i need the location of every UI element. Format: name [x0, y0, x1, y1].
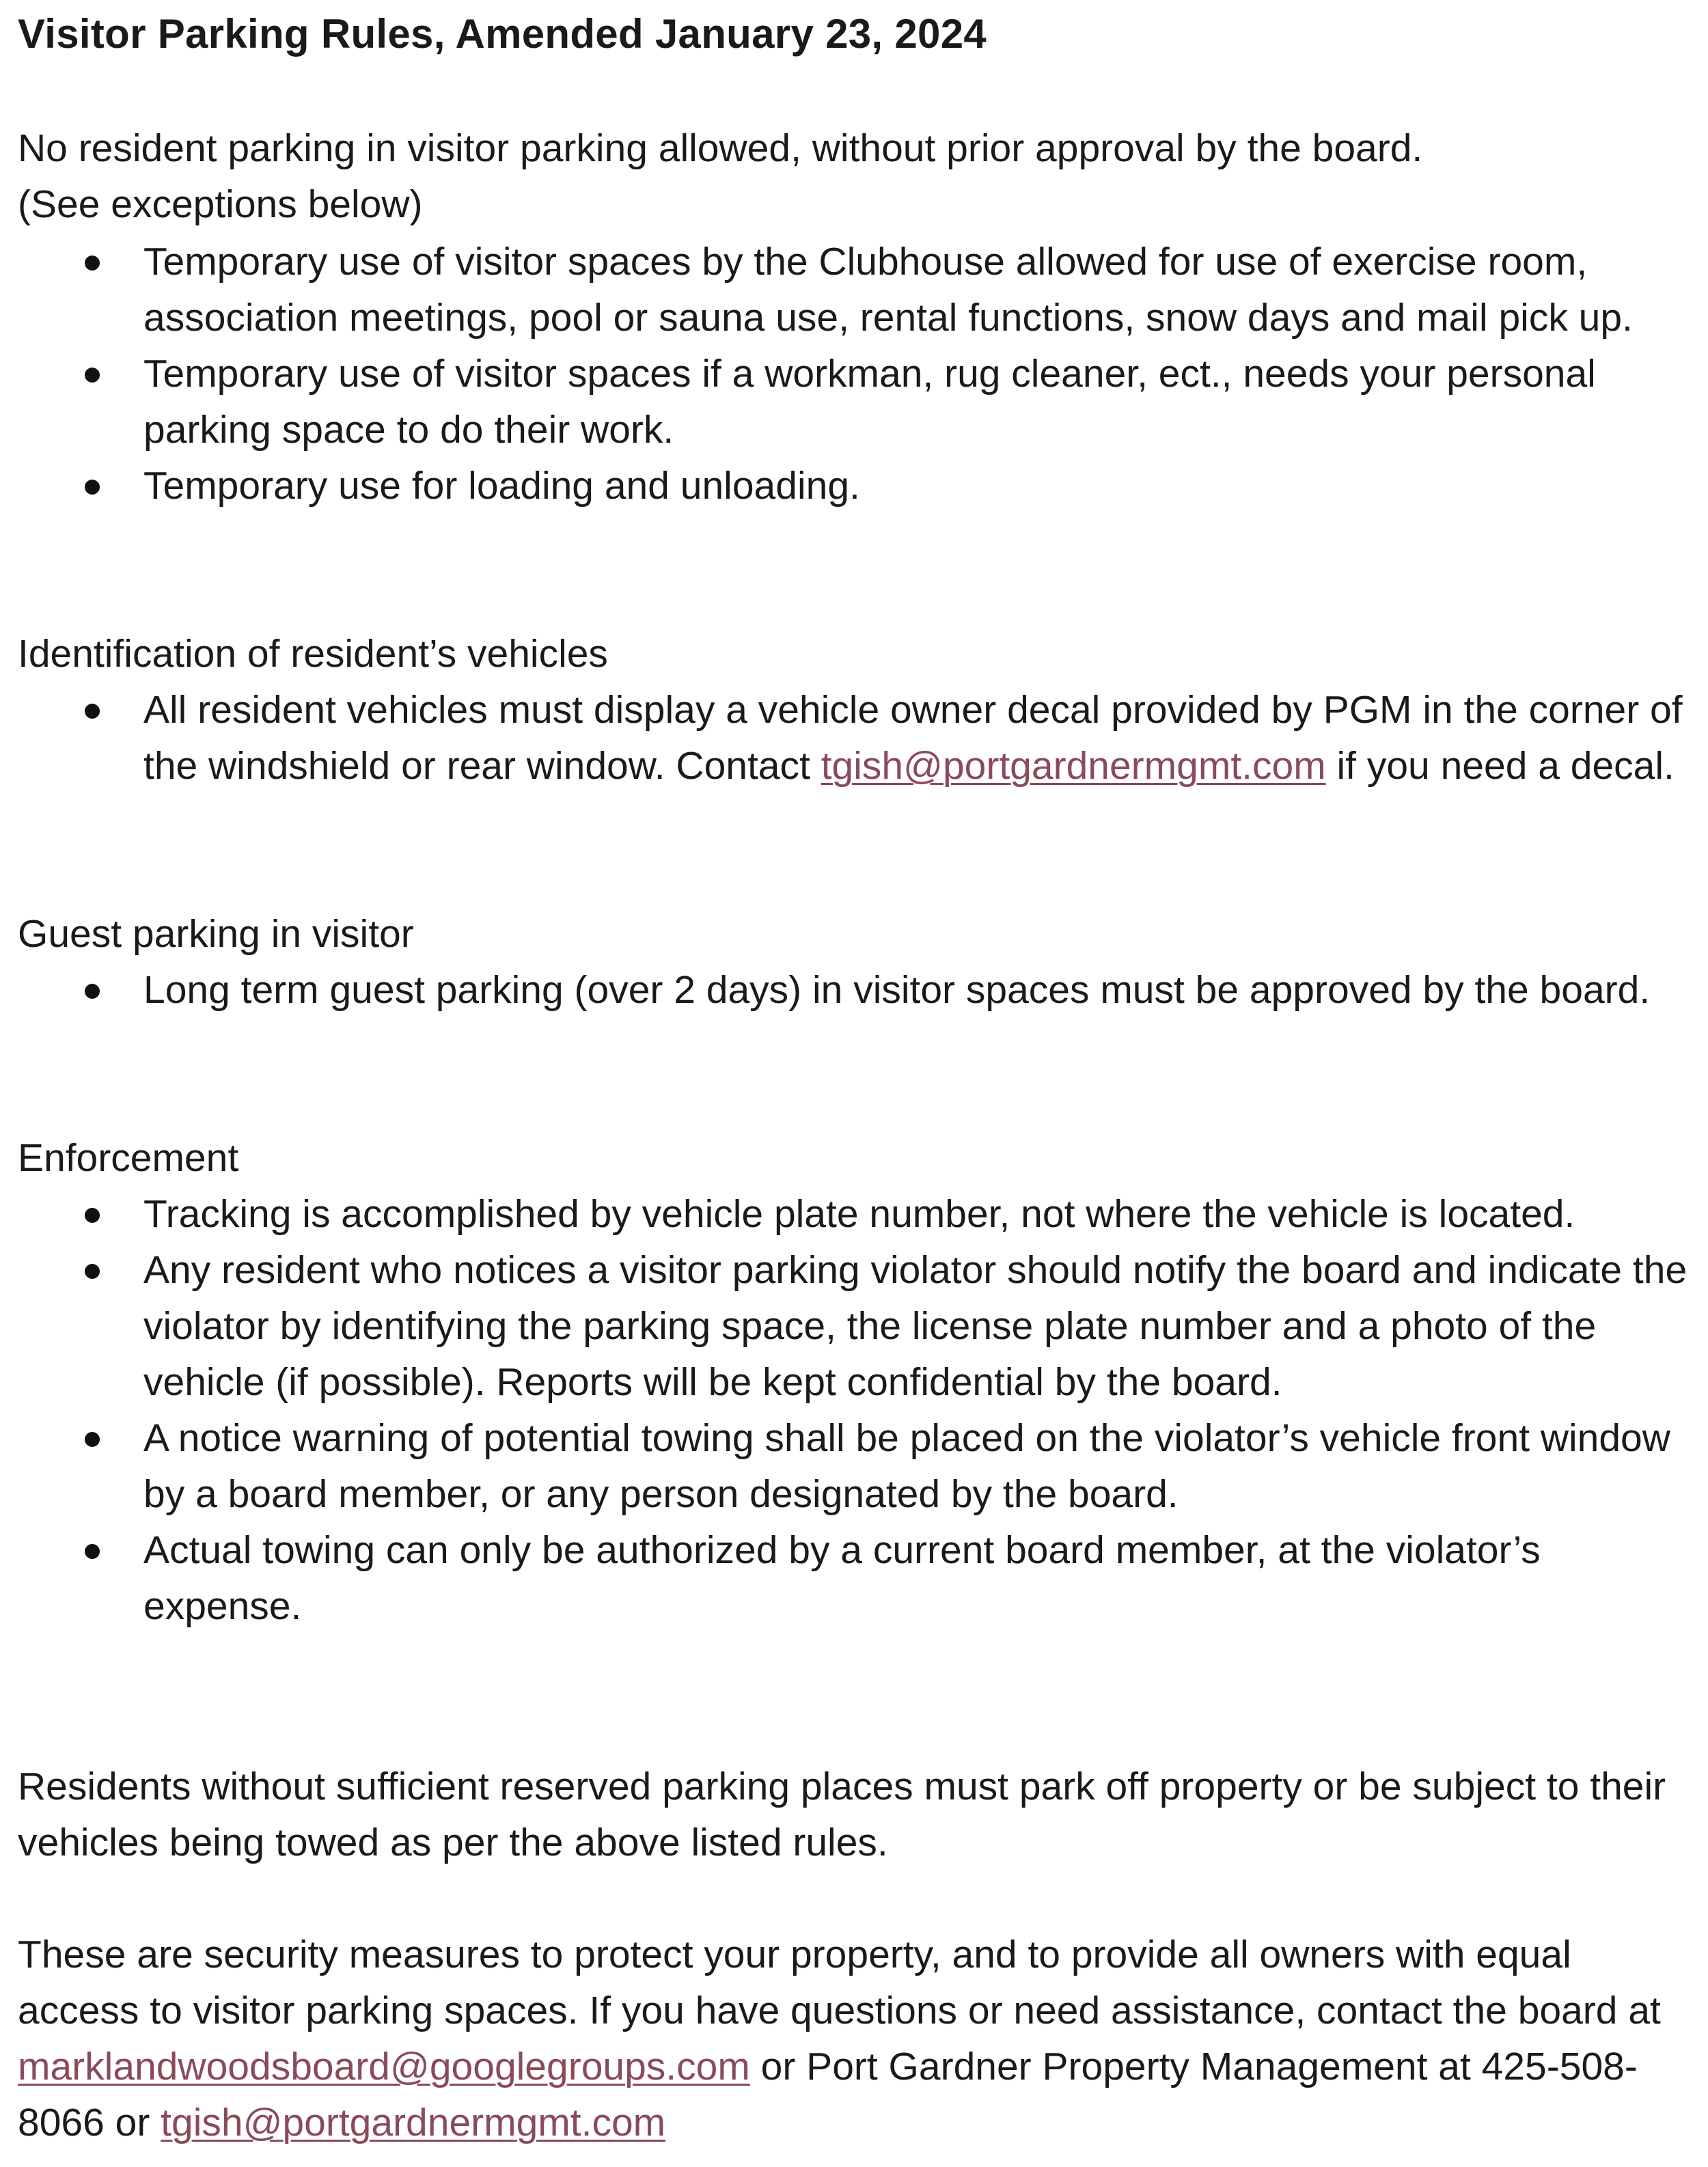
- list-item: [0, 234, 1688, 346]
- identification-heading: Identification of resident’s vehicles: [18, 632, 608, 676]
- guest-parking-list: [0, 962, 1688, 1018]
- list-item-text: Temporary use of visitor spaces by the Clubhouse allowed for use of exercise room, association meetings, pool or sauna use, rental functions, snow days and mail pick up.: [143, 240, 1633, 340]
- pgm-email-link[interactable]: tgish@portgardnermgmt.com: [821, 744, 1326, 788]
- bullet-icon: [85, 480, 100, 495]
- intro-exceptions-list: [0, 234, 1688, 514]
- closing-text-part1: These are security measures to protect your property, and to provide all owners with equal access to visitor parking spaces. If you have questions or need assistance, contact the board at: [18, 1933, 1661, 2032]
- mgmt-email-link[interactable]: tgish@portgardnermgmt.com: [161, 2101, 666, 2144]
- intro-statement: [18, 120, 1685, 232]
- list-item-text: A notice warning of potential towing shall be placed on the violator’s vehicle front window by a board member, or any person designated by the board.: [143, 1416, 1670, 1516]
- bullet-icon: [85, 984, 100, 999]
- board-email-link[interactable]: marklandwoodsboard@googlegroups.com: [18, 2045, 750, 2088]
- residents-note: Residents without sufficient reserved parking places must park off property or be subject to their vehicles being towed as per the above listed rules.: [18, 1765, 1666, 1864]
- list-item-text: All resident vehicles must display a vehicle owner decal provided by PGM in the corner of the windshield or rear window. Contact: [143, 688, 1683, 788]
- enforcement-heading: Enforcement: [18, 1136, 239, 1180]
- list-item: [0, 682, 1688, 794]
- list-item-text: Any resident who notices a visitor parking violator should notify the board and indicate the violator by identifying the parking space, the license plate number and a photo of the vehicle (if possible). Reports will be kept confidential by the board.: [143, 1248, 1688, 1404]
- list-item: [0, 1522, 1688, 1634]
- enforcement-list: [0, 1186, 1688, 1634]
- list-item: [0, 458, 1688, 514]
- document-title: Visitor Parking Rules, Amended January 23, 2024: [18, 11, 987, 57]
- list-item: [0, 1242, 1688, 1410]
- list-item: [0, 1410, 1688, 1522]
- bullet-icon: [85, 1264, 100, 1279]
- closing-text-part2: or Port Gardner Property Management at 425-508-8066 or: [18, 2045, 1638, 2144]
- identification-list: [0, 682, 1688, 794]
- list-item-text: Temporary use of visitor spaces if a workman, rug cleaner, ect., needs your personal parking space to do their work.: [143, 352, 1596, 452]
- list-item-text: Tracking is accomplished by vehicle plate number, not where the vehicle is located.: [143, 1192, 1575, 1236]
- intro-line-2: (See exceptions below): [18, 182, 423, 226]
- list-item: [0, 1186, 1688, 1242]
- guest-parking-heading: Guest parking in visitor: [18, 912, 414, 956]
- bullet-icon: [85, 704, 100, 719]
- closing-paragraph: [18, 1927, 1685, 2151]
- list-item-text: Temporary use for loading and unloading.: [143, 464, 860, 508]
- bullet-icon: [85, 1208, 100, 1223]
- bullet-icon: [85, 1544, 100, 1559]
- list-item-text-tail: if you need a decal.: [1336, 744, 1675, 788]
- list-item: [0, 346, 1688, 458]
- list-item: [0, 962, 1688, 1018]
- list-item-text: Long term guest parking (over 2 days) in visitor spaces must be approved by the board.: [143, 968, 1651, 1012]
- list-item-text: Actual towing can only be authorized by a current board member, at the violator’s expense.: [143, 1528, 1541, 1628]
- bullet-icon: [85, 1432, 100, 1447]
- intro-line-1: No resident parking in visitor parking allowed, without prior approval by the board.: [18, 126, 1423, 170]
- bullet-icon: [85, 368, 100, 383]
- bullet-icon: [85, 256, 100, 271]
